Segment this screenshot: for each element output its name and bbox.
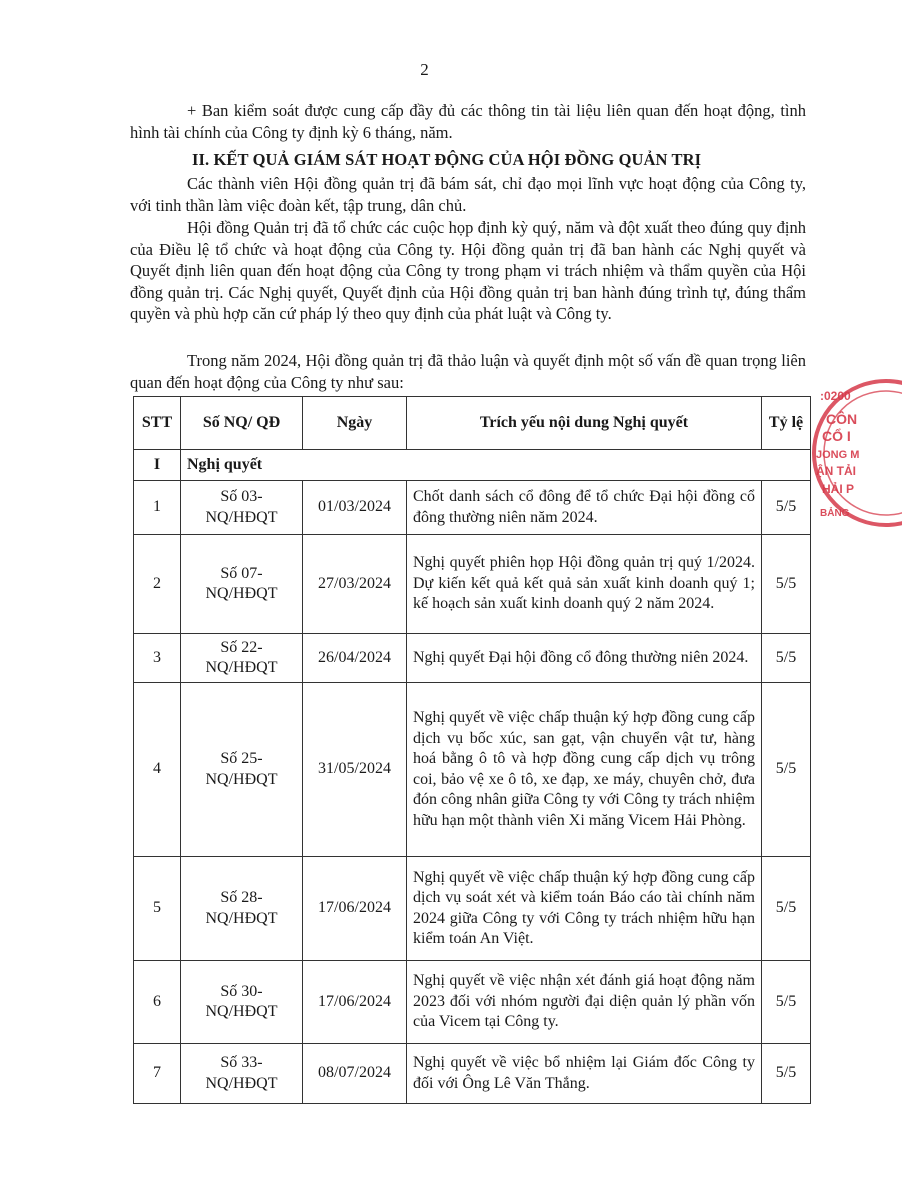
row-so: Số 28- NQ/HĐQT	[181, 857, 303, 961]
stamp-line: CỔ I	[822, 428, 851, 444]
page-number: 2	[420, 60, 429, 79]
row-ratio: 5/5	[762, 634, 811, 683]
row-content: Nghị quyết về việc chấp thuận ký hợp đồng cung cấp dịch vụ bốc xúc, san gạt, vận chuyển vật tư, hàng hoá bằng ô tô và hợp đồng cung cấp dịch vụ trông coi, bảo vệ xe ô tô, xe đạp, xe máy, chuyên chở, đưa đón công nhân giữa Công ty với Công ty trách nhiệm hữu hạn một thành viên Xi măng Vicem Hải Phòng.	[407, 683, 762, 857]
row-stt: 3	[134, 634, 181, 683]
row-so: Số 25- NQ/HĐQT	[181, 683, 303, 857]
row-stt: 6	[134, 961, 181, 1044]
company-seal-stamp	[806, 378, 902, 528]
row-date: 27/03/2024	[303, 535, 407, 634]
stamp-line: ẬN TẢI	[816, 464, 856, 478]
stamp-line: HẢI P	[822, 482, 855, 496]
row-ratio: 5/5	[762, 961, 811, 1044]
section-label: Nghị quyết	[181, 450, 811, 481]
header-date: Ngày	[303, 397, 407, 450]
row-so: Số 33- NQ/HĐQT	[181, 1044, 303, 1104]
section-heading: II. KẾT QUẢ GIÁM SÁT HOẠT ĐỘNG CỦA HỘI ĐỒNG QUẢN TRỊ	[192, 150, 702, 169]
row-content: Nghị quyết về việc bổ nhiệm lại Giám đốc Công ty đối với Ông Lê Văn Thắng.	[407, 1044, 762, 1104]
row-date: 17/06/2024	[303, 857, 407, 961]
stamp-line: JONG M	[816, 449, 860, 461]
section-index: I	[134, 450, 181, 481]
row-content: Nghị quyết phiên họp Hội đồng quản trị quý 1/2024. Dự kiến kết quả kết quả sản xuất kinh doanh quý 1; kế hoạch sản xuất kinh doanh quý 2 năm 2024.	[407, 535, 762, 634]
row-stt: 4	[134, 683, 181, 857]
row-date: 17/06/2024	[303, 961, 407, 1044]
stamp-line: BẢNG	[820, 508, 850, 519]
row-ratio: 5/5	[762, 481, 811, 535]
row-ratio: 5/5	[762, 1044, 811, 1104]
table-row	[134, 634, 811, 683]
row-content: Nghị quyết về việc nhận xét đánh giá hoạt động năm 2023 đối với nhóm người đại diện quản lý phần vốn của Vicem tại Công ty.	[407, 961, 762, 1044]
paragraph-1: Các thành viên Hội đồng quản trị đã bám sát, chỉ đạo mọi lĩnh vực hoạt động của Công ty, với tinh thần làm việc đoàn kết, tập trung, dân chủ.	[130, 174, 806, 215]
table-row	[134, 683, 811, 857]
resolution-table	[133, 396, 811, 1104]
header-ratio: Tỷ lệ	[762, 397, 811, 450]
row-date: 31/05/2024	[303, 683, 407, 857]
row-stt: 1	[134, 481, 181, 535]
row-content: Nghị quyết Đại hội đồng cổ đông thường niên 2024.	[407, 634, 762, 683]
intro-paragraph: + Ban kiểm soát được cung cấp đầy đủ các thông tin tài liệu liên quan đến hoạt động, tình hình tài chính của Công ty định kỳ 6 tháng, năm.	[130, 101, 806, 142]
table-row	[134, 857, 811, 961]
stamp-line: CÔN	[826, 411, 858, 427]
table-row	[134, 1044, 811, 1104]
row-content: Chốt danh sách cổ đông để tổ chức Đại hội đồng cổ đông thường niên năm 2024.	[407, 481, 762, 535]
row-stt: 7	[134, 1044, 181, 1104]
row-so: Số 03- NQ/HĐQT	[181, 481, 303, 535]
stamp-line: :0200	[820, 389, 851, 403]
table-row	[134, 535, 811, 634]
table-header-row	[134, 397, 811, 450]
row-so: Số 07- NQ/HĐQT	[181, 535, 303, 634]
row-date: 26/04/2024	[303, 634, 407, 683]
row-ratio: 5/5	[762, 535, 811, 634]
paragraph-3: Trong năm 2024, Hội đồng quản trị đã thảo luận và quyết định một số vấn đề quan trọng liên quan đến hoạt động của Công ty như sau:	[130, 351, 806, 392]
section-row	[134, 450, 811, 481]
header-so: Số NQ/ QĐ	[181, 397, 303, 450]
row-so: Số 30- NQ/HĐQT	[181, 961, 303, 1044]
row-date: 01/03/2024	[303, 481, 407, 535]
row-so: Số 22- NQ/HĐQT	[181, 634, 303, 683]
header-content: Trích yếu nội dung Nghị quyết	[407, 397, 762, 450]
table-row	[134, 481, 811, 535]
header-stt: STT	[134, 397, 181, 450]
row-ratio: 5/5	[762, 683, 811, 857]
row-content: Nghị quyết về việc chấp thuận ký hợp đồng cung cấp dịch vụ soát xét và kiểm toán Báo cáo tài chính năm 2024 giữa Công ty với Công ty trách nhiệm hữu hạn kiểm toán An Việt.	[407, 857, 762, 961]
paragraph-2: Hội đồng Quản trị đã tổ chức các cuộc họp định kỳ quý, năm và đột xuất theo đúng quy định của Điều lệ tổ chức và hoạt động của Công ty. Hội đồng quản trị đã ban hành các Nghị quyết và Quyết định liên quan đến hoạt động của Công ty trong phạm vi trách nhiệm và thẩm quyền của Hội đồng quản trị. Các Nghị quyết, Quyết định của Hội đồng quản trị ban hành đúng trình tự, đúng thẩm quyền và phù hợp căn cứ pháp lý theo quy định của phát luật và Công ty.	[130, 218, 806, 323]
table-row	[134, 961, 811, 1044]
row-stt: 2	[134, 535, 181, 634]
row-ratio: 5/5	[762, 857, 811, 961]
row-stt: 5	[134, 857, 181, 961]
row-date: 08/07/2024	[303, 1044, 407, 1104]
